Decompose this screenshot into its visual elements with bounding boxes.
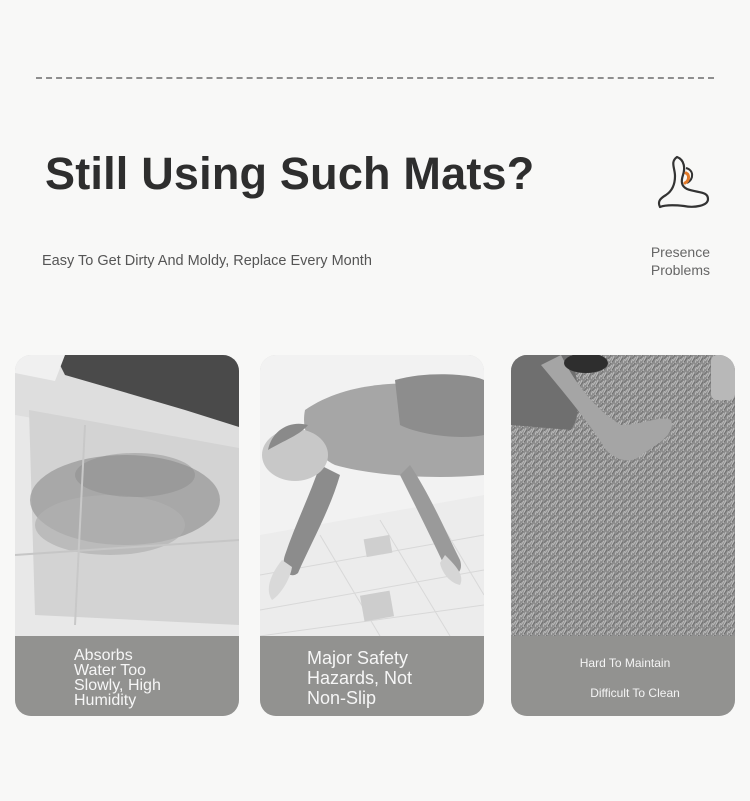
dashed-divider (36, 77, 714, 79)
problems-line: Problems (650, 262, 710, 278)
caption-line: Non-Slip (307, 688, 377, 708)
caption-line: Slowly, High (74, 677, 161, 694)
caption-line: Absorbs (74, 647, 133, 664)
card-hard-to-maintain (511, 355, 735, 716)
caption-text (74, 648, 184, 708)
caption-band (260, 636, 484, 716)
caption-line: Difficult To Clean (590, 686, 680, 700)
page-subtitle: Easy To Get Dirty And Moldy, Replace Every Month (42, 253, 372, 269)
shag-carpet-photo (511, 355, 735, 636)
card-safety-hazards (260, 355, 484, 716)
presence-line: Presence (650, 244, 710, 260)
caption-line: Hazards, Not (307, 668, 413, 688)
page-title: Still Using Such Mats? (45, 148, 535, 199)
caption-line: Hard To Maintain (579, 656, 671, 670)
caption-band (15, 636, 239, 716)
card-absorbs-water (15, 355, 239, 716)
caption-line: Water Too (74, 662, 147, 679)
dirty-mat-photo (15, 355, 239, 636)
presence-problems-label (600, 243, 710, 279)
slip-fall-photo (260, 355, 484, 636)
caption-band (511, 636, 735, 716)
foot-icon (652, 150, 714, 212)
caption-line: Humidity (74, 692, 137, 709)
caption-line: Major Safety (307, 648, 409, 668)
caption-text (307, 648, 457, 708)
